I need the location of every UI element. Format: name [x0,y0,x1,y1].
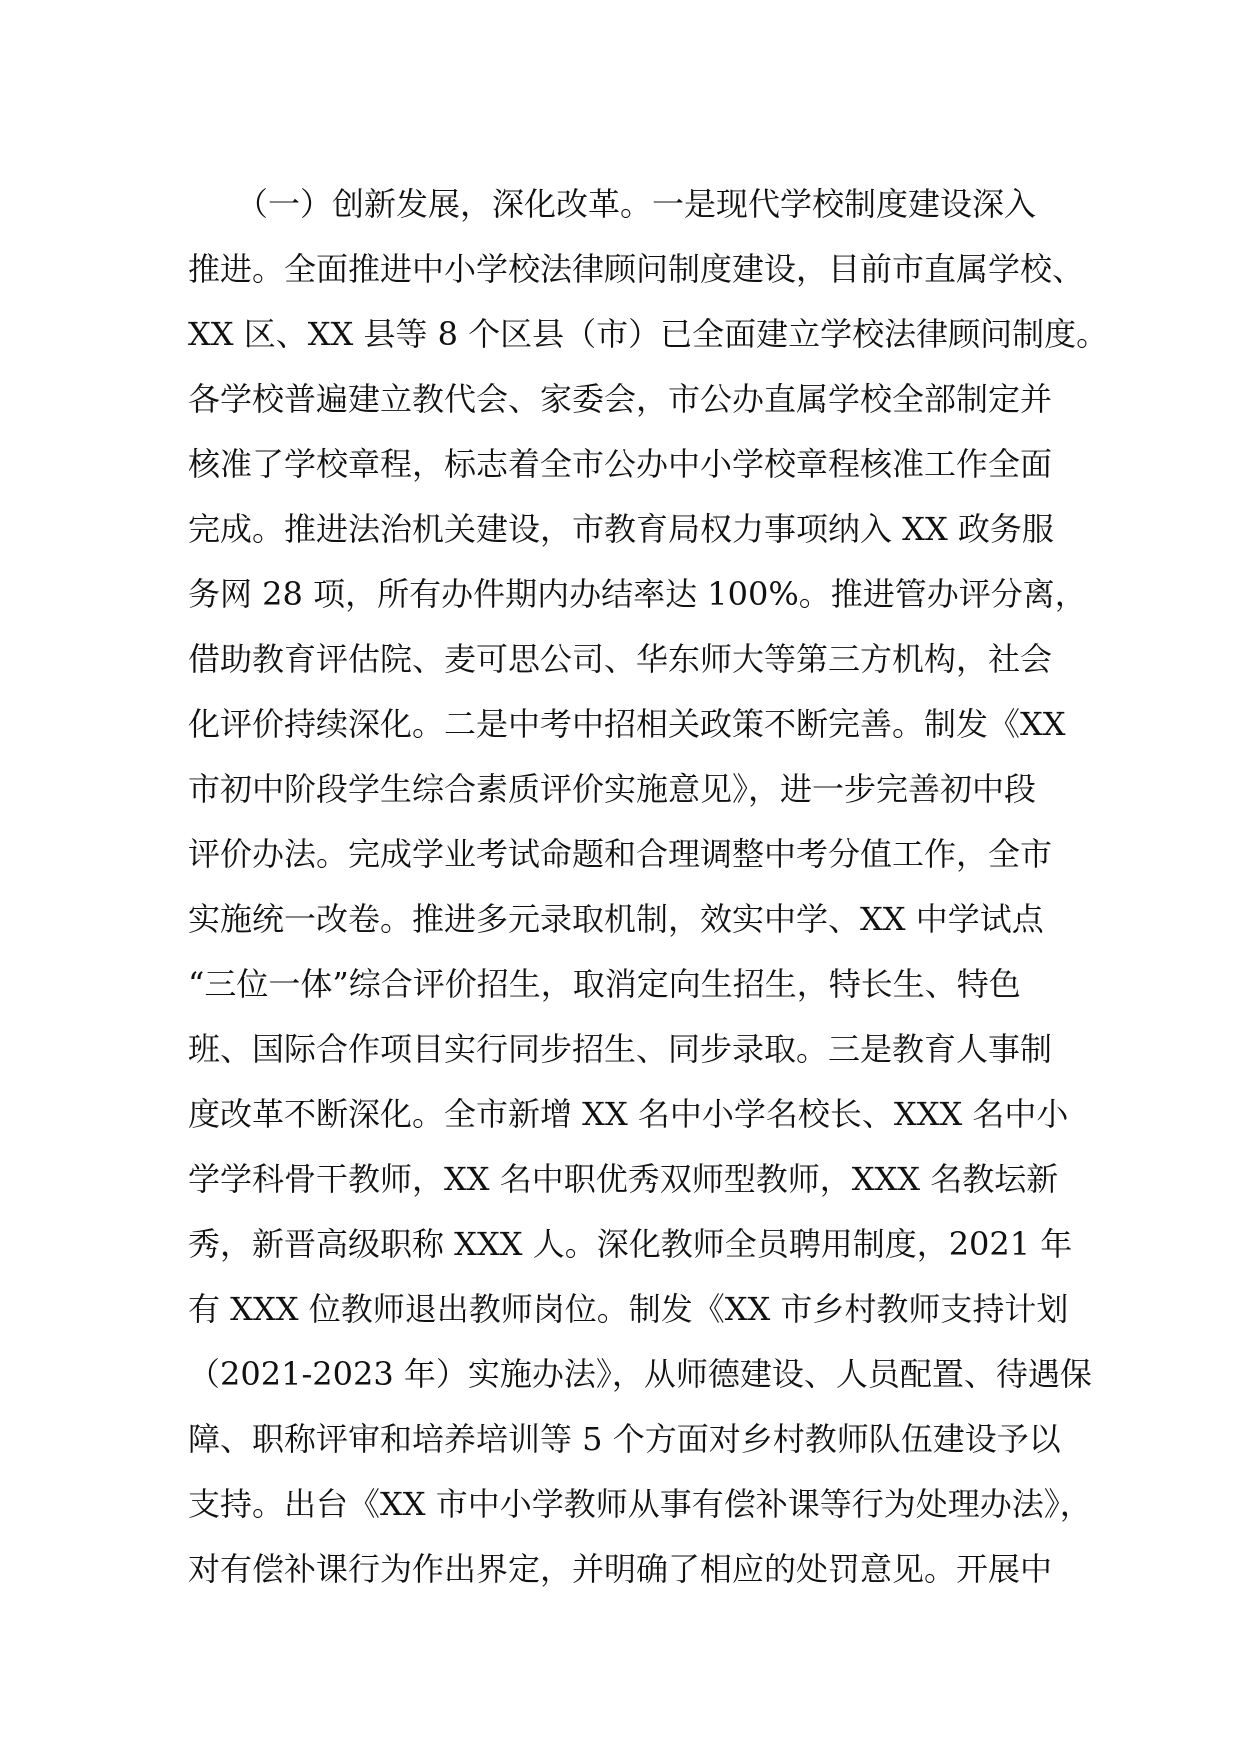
text-line: 务网 28 项，所有办件期内办结率达 100%。推进管办评分离， [188,575,1087,613]
text-line: 秀，新晋高级职称 XXX 人。深化教师全员聘用制度，2021 年 [188,1225,1073,1263]
text-line: 核准了学校章程，标志着全市公办中小学校章程核准工作全面 [188,445,1053,483]
text-line: “三位一体”综合评价招生，取消定向生招生，特长生、特色 [188,965,1021,1003]
text-line: 化评价持续深化。二是中考中招相关政策不断完善。制发《XX [188,705,1066,743]
text-line: 障、职称评审和培养培训等 5 个方面对乡村教师队伍建设予以 [188,1420,1061,1458]
text-line: 评价办法。完成学业考试命题和合理调整中考分值工作，全市 [188,835,1053,873]
text-line: 实施统一改卷。推进多元录取机制，效实中学、XX 中学试点 [188,900,1044,938]
text-line: 度改革不断深化。全市新增 XX 名中小学名校长、XXX 名中小 [188,1095,1069,1133]
text-line: 支持。出台《XX 市中小学教师从事有偿补课等行为处理办法》， [188,1485,1092,1523]
text-line: XX 区、XX 县等 8 个区县（市）已全面建立学校法律顾问制度。 [188,315,1109,353]
text-line: 推进。全面推进中小学校法律顾问制度建设，目前市直属学校、 [188,250,1085,288]
text-line: 完成。推进法治机关建设，市教育局权力事项纳入 XX 政务服 [188,510,1054,548]
text-line: 对有偿补课行为作出界定，并明确了相应的处罚意见。开展中 [188,1550,1053,1588]
text-line: 各学校普遍建立教代会、家委会，市公办直属学校全部制定并 [188,380,1053,418]
text-line: 学学科骨干教师，XX 名中职优秀双师型教师，XXX 名教坛新 [188,1160,1059,1198]
text-line: 借助教育评估院、麦可思公司、华东师大等第三方机构，社会 [188,640,1053,678]
text-line: 有 XXX 位教师退出教师岗位。制发《XX 市乡村教师支持计划 [188,1290,1069,1328]
text-line: （2021-2023 年）实施办法》，从师德建设、人员配置、待遇保 [188,1355,1092,1393]
body-paragraph [188,172,1109,1602]
text-line: （一）创新发展，深化改革。一是现代学校制度建设深入 [188,185,1037,223]
text-line: 市初中阶段学生综合素质评价实施意见》，进一步完善初中段 [188,770,1037,808]
text-line: 班、国际合作项目实行同步招生、同步录取。三是教育人事制 [188,1030,1053,1068]
